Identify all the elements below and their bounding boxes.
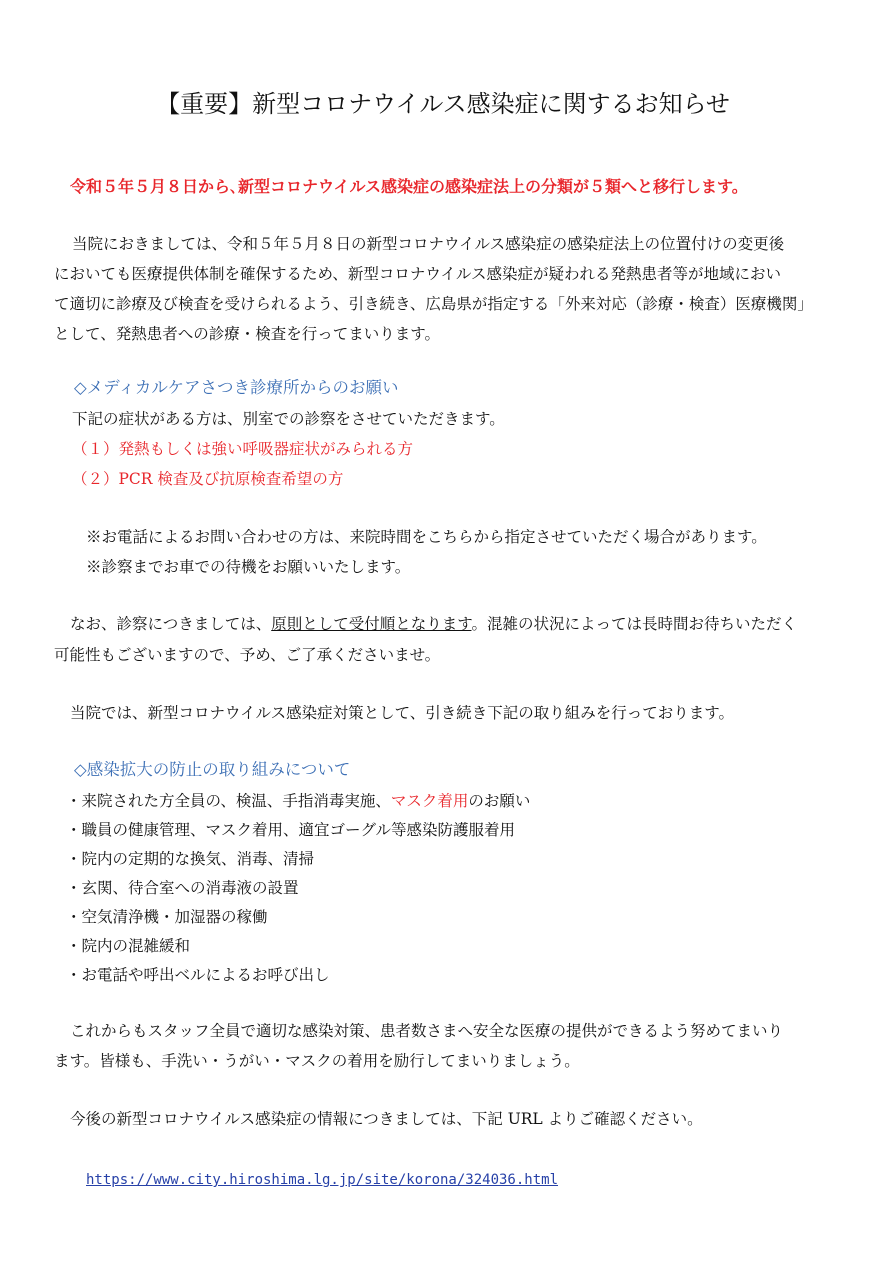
measure-item-1-prefix: ・来院された方全員の、検温、手指消毒実施、 (66, 792, 391, 810)
page-title: 【重要】新型コロナウイルス感染症に関するお知らせ (156, 90, 730, 118)
closing-line-1: これからもスタッフ全員で適切な感染対策、患者数さまへ安全な医療の提供ができるよう努めてまいり (70, 1022, 784, 1040)
request-item-1: （１）発熱もしくは強い呼吸器症状がみられる方 (72, 440, 414, 458)
order-line-1 (70, 614, 797, 634)
measure-item-7: ・お電話や呼出ベルによるお呼び出し (66, 966, 330, 984)
request-note-1: ※お電話によるお問い合わせの方は、来院時間をこちらから指定させていただく場合があります。 (86, 528, 767, 546)
measures-heading: ◇感染拡大の防止の取り組みについて (74, 760, 351, 779)
intro-line-2: においても医療提供体制を確保するため、新型コロナウイルス感染症が疑われる発熱患者等が地域におい (54, 265, 781, 283)
info-line: 今後の新型コロナウイルス感染症の情報につきましては、下記 URL よりご確認ください。 (70, 1110, 703, 1128)
request-lead: 下記の症状がある方は、別室での診察をさせていただきます。 (72, 410, 505, 428)
measures-intro: 当院では、新型コロナウイルス感染症対策として、引き続き下記の取り組みを行っております。 (70, 704, 735, 722)
info-url-link[interactable]: https://www.city.hiroshima.lg.jp/site/korona/324036.html (86, 1172, 559, 1188)
closing-line-2: ます。皆様も、手洗い・うがい・マスクの着用を励行してまいりましょう。 (54, 1052, 580, 1070)
order-suffix: 。混雑の状況によっては長時間お待ちいただく (471, 615, 797, 633)
order-emphasis: 原則として受付順となります (271, 615, 472, 633)
order-line-2: 可能性もございますので、予め、ご了承くださいませ。 (54, 646, 441, 664)
measure-item-5: ・空気清浄機・加湿器の稼働 (66, 908, 268, 926)
mask-highlight: マスク着用 (390, 792, 469, 810)
measure-item-1-suffix: のお願い (468, 792, 531, 810)
measure-item-4: ・玄関、待合室への消毒液の設置 (66, 879, 299, 897)
announcement: 令和５年５月８日から､新型コロナウイルス感染症の感染症法上の分類が５類へと移行します。 (70, 177, 748, 196)
intro-line-3: て適切に診療及び検査を受けられるよう、引き続き、広島県が指定する「外来対応（診療・検査）医療機関」 (54, 295, 813, 313)
order-prefix: なお、診察につきましては、 (70, 615, 272, 633)
request-note-2: ※診察までお車での待機をお願いいたします。 (86, 558, 411, 576)
intro-line-4: として、発熱患者への診療・検査を行ってまいります。 (54, 325, 440, 343)
intro-line-1: 当院におきましては、令和５年５月８日の新型コロナウイルス感染症の感染症法上の位置付けの変更後 (72, 235, 785, 253)
request-heading: ◇メディカルケアさつき診療所からのお願い (74, 378, 399, 397)
measure-item-3: ・院内の定期的な換気、消毒、清掃 (66, 850, 315, 868)
measure-item-6: ・院内の混雑緩和 (66, 937, 191, 955)
request-item-2: （２）PCR 検査及び抗原検査希望の方 (72, 470, 344, 488)
measure-item-2: ・職員の健康管理、マスク着用、適宜ゴーグル等感染防護服着用 (66, 821, 516, 839)
measure-item-1 (66, 791, 530, 811)
